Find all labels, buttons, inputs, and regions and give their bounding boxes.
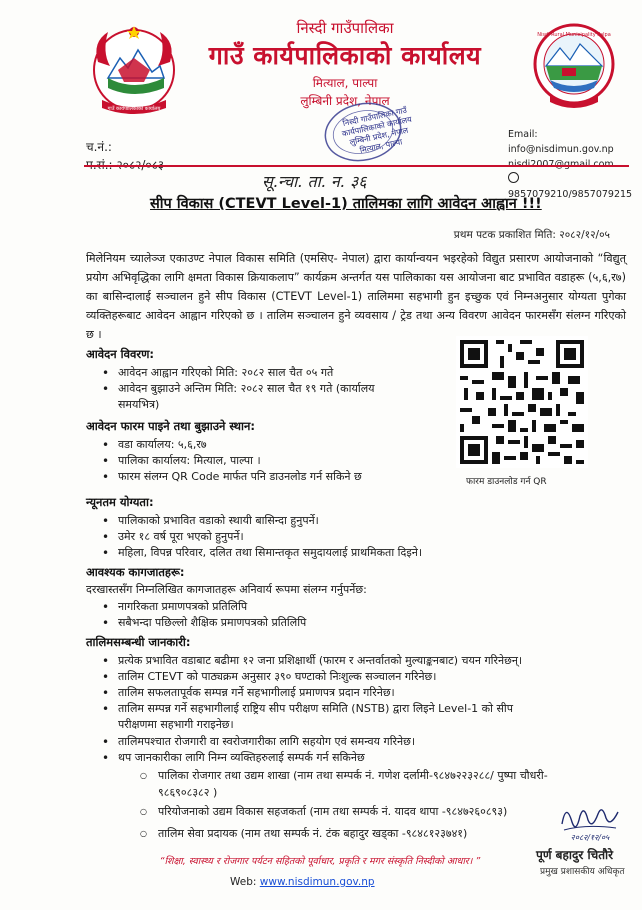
min-qualification-list: [92, 513, 622, 561]
form-location-list: [92, 437, 452, 485]
signature-date: २०८२/१२/०५: [570, 833, 610, 842]
list-item-continuation: परीक्षणमा सहभागी गराइनेछ।: [118, 718, 234, 731]
office-name: गाउँ कार्यपालिकाको कार्यालय: [208, 41, 482, 70]
list-item: • पालिका कार्यालय: मित्याल, पाल्पा ।: [92, 453, 452, 469]
header-divider: [84, 165, 629, 167]
application-details-heading: आवेदन विवरण:: [86, 347, 155, 361]
training-info-list: [92, 653, 628, 717]
signer-role: प्रमुख प्रशासकीय अधिकृत: [540, 867, 625, 877]
list-item: • तालिम सफलतापूर्वक सम्पन्न गर्ने सहभागीलाई प्रमाणपत्र प्रदान गरिनेछ।: [92, 685, 628, 701]
contact-person-item: ○ परियोजनाको उद्यम विकास सहजकर्ता (नाम तथा सम्पर्क नं. यादव थापा -९८४७२६०८९३): [136, 804, 566, 820]
list-item: • उमेर १८ वर्ष पूरा भएको हुनुपर्ने।: [92, 529, 622, 545]
stamp-text: निस्दी गाउँपालिका गाउँ कार्यपालिकाको कार्यालय लुम्बिनी प्रदेश, नेपाल मित्याल, पाल्पा: [341, 105, 413, 156]
min-qualification-heading: न्यूनतम योग्यता:: [86, 495, 154, 509]
application-details-list: [92, 365, 452, 397]
form-download-qr-code[interactable]: [456, 336, 588, 468]
signature-icon: [556, 794, 626, 842]
handwritten-notice-number: सू.न्चा. ता. न. ३६: [262, 172, 367, 191]
qr-caption: फारम डाउनलोड गर्न QR: [466, 477, 547, 487]
list-item: • प्रत्येक प्रभावित वडाबाट बढीमा १२ जना प्रशिक्षार्थी (फारम र अन्तर्वातको मुल्याङ्कनबाट) चयन गरिनेछन्।: [92, 653, 628, 669]
list-item: • तालिम सम्पन्न गर्ने सहभागीलाई राष्ट्रिय सीप परीक्षण समिति (NSTB) द्वारा लिइने Level-1 को सीप: [92, 701, 628, 717]
municipality-name: निस्दी गाउँपालिका: [296, 19, 394, 37]
address-line-1: मित्याल, पाल्पा: [312, 76, 378, 90]
contact-person-item: ○ तालिम सेवा प्रदायक (नाम तथा सम्पर्क नं. टंक बहादुर खड्का -९८४८१२३७४१): [136, 826, 566, 842]
footer-web: [230, 876, 375, 888]
web-label: Web:: [230, 876, 257, 888]
website-link[interactable]: www.nisdimun.gov.np: [259, 876, 375, 888]
training-info-heading: तालिमसम्बन्धी जानकारी:: [86, 635, 191, 649]
documents-heading: आवश्यक कागजातहरू:: [86, 565, 185, 579]
contact-persons-list: [136, 768, 616, 784]
contact-person-continuation: ९८६९०८३८२ ): [158, 786, 218, 799]
list-item: • आवेदन बुझाउने अन्तिम मिति: २०८२ साल चैत १९ गते (कार्यालय: [92, 381, 452, 397]
phone-icon: [508, 172, 519, 183]
intro-paragraph: मिलेनियम च्यालेञ्ज एकाउण्ट नेपाल विकास समिति (एमसिए- नेपाल) द्वारा कार्यान्वयन भइरहेको विद्युत प्रसारण आयोजनाको “विद्युत् प्रयोग अभिवृद्धिका लागि क्षमता विकास क्रियाकलाप” कार्यक्रम अन्तर्गत यस पालिकाका यस आयोजना बाट प्रभावित वडाहरू (५,६,र७) का बासिन्दालाई सञ्चालन हुने सीप विकास (CTEVT Level-1) तालिममा सहभागी हुन इच्छुक एवं निम्नअनुसार योग्यता पुगेका व्यक्तिहरूबाट आवेदन आह्वान गरिएको छ । तालिम सञ्चालन हुने व्यवसाय / ट्रेड तथा अन्य विवरण आवेदन फारमसँग संलग्न गरिएको छ ।: [86, 252, 626, 341]
nepal-emblem-logo: [88, 22, 180, 122]
list-item: • तालिमपश्चात रोजगारी वा स्वरोजगारीका लागि सहयोग एवं समन्वय गरिनेछ।: [92, 734, 628, 750]
cha-no-label: च.नं.:: [86, 140, 112, 154]
phone-number: 9857079210/9857079215: [508, 189, 633, 200]
email-text: Email: info@nisdimun.gov.np: [508, 129, 614, 155]
documents-list: [92, 599, 622, 631]
list-item: • थप जानकारीका लागि निम्न व्यक्तिहरुलाई सम्पर्क गर्न सकिनेछ: [92, 750, 628, 766]
signer-name: पूर्ण बहादुर चितौरे: [536, 848, 614, 862]
list-item: • महिला, विपन्न परिवार, दलित तथा सिमान्तकृत समुदायलाई प्राथमिकता दिइने।: [92, 545, 622, 561]
documents-lead: दरखास्तसँग निम्नलिखित कागजातहरू अनिवार्य रूपमा संलग्न गर्नुपर्नेछ:: [86, 583, 367, 596]
logo-ring-text: Nisdi Rural Municipality Palpa: [537, 32, 611, 38]
list-item: • आवेदन आह्वान गरिएको मिति: २०८२ साल चैत ०५ गते: [92, 365, 452, 381]
emblem-banner-text: गाउँ कार्यपालिकाको कार्यालय: [107, 106, 161, 112]
list-item-continuation: समयभित्र): [118, 398, 160, 411]
contact-person-item: ○ पालिका रोजगार तथा उद्यम शाखा (नाम तथा सम्पर्क नं. गणेश दर्लामी-९८४७२२३२८८/ पुष्पा चौधरी-: [136, 768, 616, 784]
list-item: • सबैभन्दा पछिल्लो शैक्षिक प्रमाणपत्रको प्रतिलिपि: [92, 615, 622, 631]
contact-persons-list-2: [136, 804, 566, 842]
training-info-list-2: [92, 734, 628, 766]
list-item: • नागरिकता प्रमाणपत्रको प्रतिलिपि: [92, 599, 622, 615]
nisdi-municipality-logo: [532, 22, 616, 114]
list-item: • वडा कार्यालय: ५,६,र७: [92, 437, 452, 453]
list-item: • तालिम CTEVT को पाठ्यक्रम अनुसार ३९० घण्टाको निःशुल्क सञ्चालन गरिनेछ।: [92, 669, 628, 685]
footer-slogan: “शिक्षा, स्वास्थ्य र रोजगार पर्यटन सहितको पूर्वाधार, प्रकृति र मगर संस्कृति निस्दीको आधार। ”: [159, 856, 481, 867]
address-line-2: लुम्बिनी प्रदेश, नेपाल: [300, 94, 390, 108]
list-item: • पालिकाको प्रभावित वडाको स्थायी बासिन्दा हुनुपर्ने।: [92, 513, 622, 529]
published-date: प्रथम पटक प्रकाशित मिति: २०८२/१२/०५: [453, 229, 610, 241]
form-location-heading: आवेदन फारम पाइने तथा बुझाउने स्थान:: [86, 419, 255, 433]
list-item: • फारम संलग्न QR Code मार्फत पनि डाउनलोड गर्न सकिने छ: [92, 469, 452, 485]
notice-title: सीप विकास (CTEVT Level-1) तालिमका लागि आवेदन आह्वान !!!: [150, 196, 542, 212]
